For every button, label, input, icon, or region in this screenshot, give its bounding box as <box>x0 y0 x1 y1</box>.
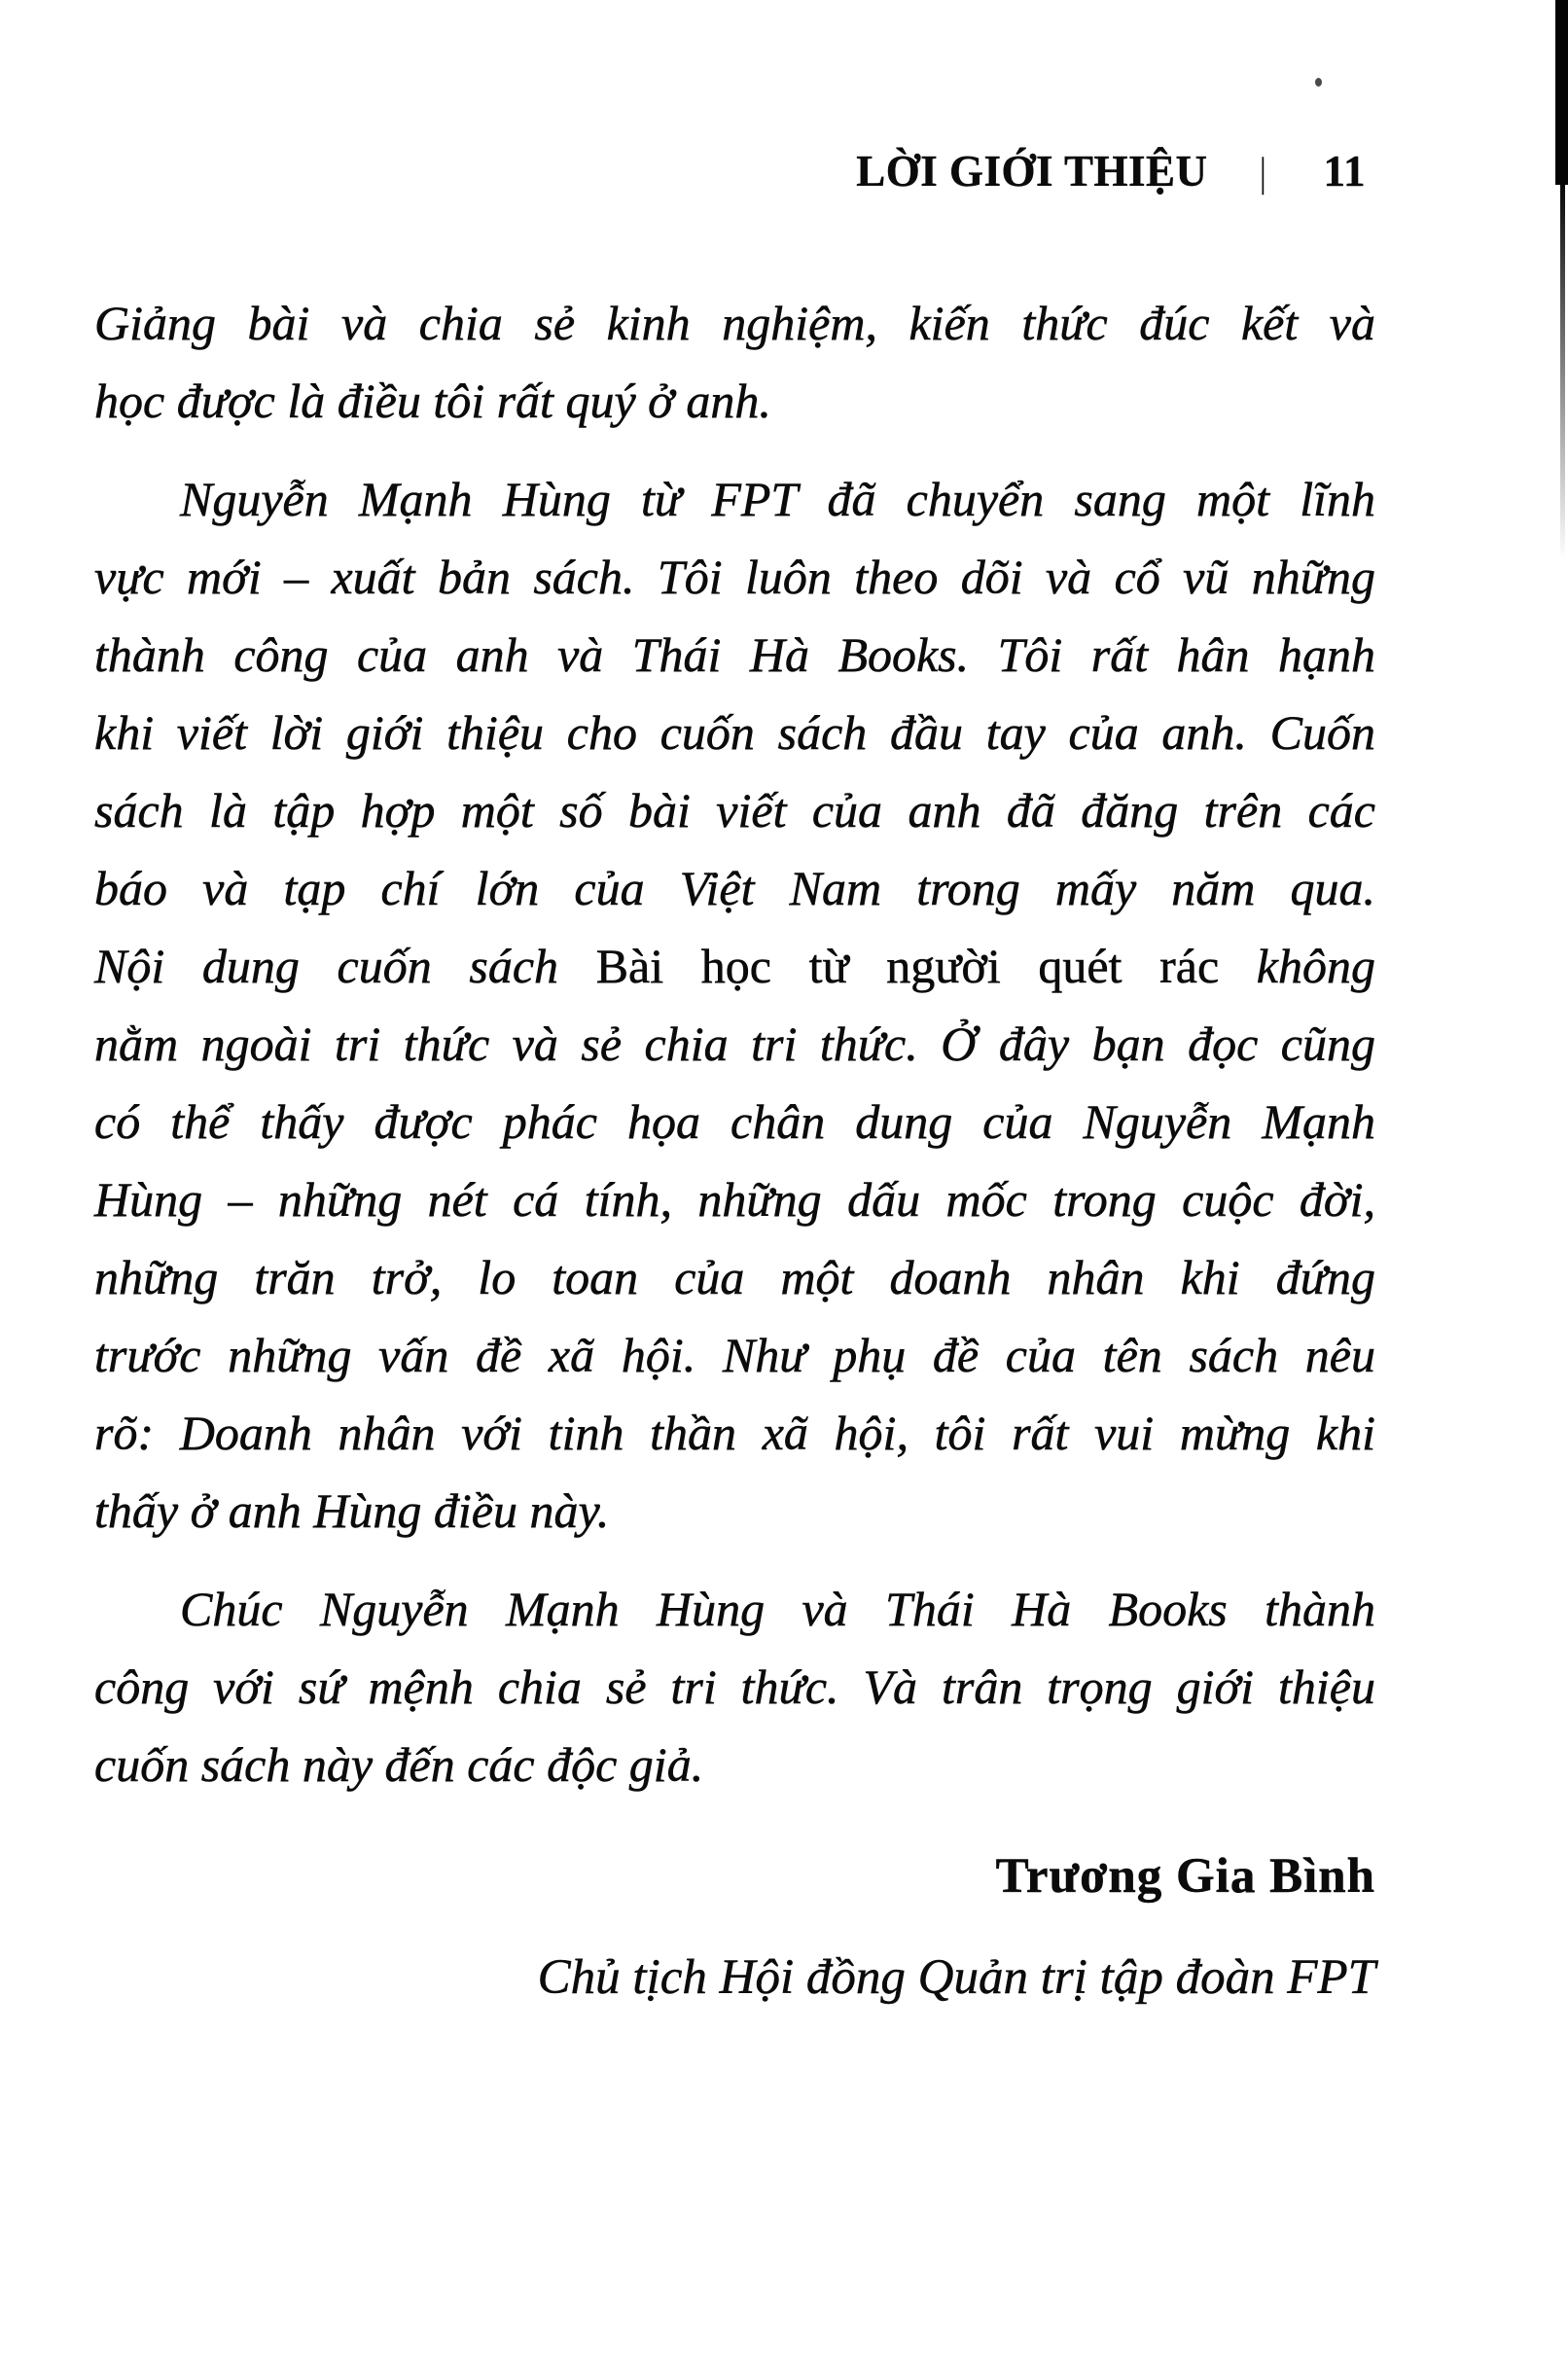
text-segment: công với sứ mệnh chia sẻ tri thức. Và trân trọng giới thiệu <box>94 1659 1375 1714</box>
body-line <box>94 538 1375 616</box>
signature-title: Chủ tịch Hội đồng Quản trị tập đoàn FPT <box>537 1950 1375 2005</box>
text-segment: không <box>1219 939 1375 993</box>
body-line <box>94 284 1375 362</box>
body-line <box>94 1238 1375 1316</box>
scan-edge-bar <box>1555 0 1568 185</box>
text-segment: báo và tạp chí lớn của Việt Nam trong mấy năm qua. <box>94 861 1375 915</box>
page-number: 11 <box>1323 147 1366 196</box>
body-line <box>94 460 1375 538</box>
text-segment: rõ: Doanh nhân với tinh thần xã hội, tôi rất vui mừng khi <box>94 1406 1375 1460</box>
body-line <box>94 1570 1375 1648</box>
text-segment: cuốn sách này đến các độc giả. <box>94 1737 704 1792</box>
text-segment: Nguyễn Mạnh Hùng từ FPT đã chuyển sang một lĩnh <box>180 472 1375 526</box>
body-line <box>94 1726 1375 1803</box>
body-line <box>94 1160 1375 1238</box>
paragraph <box>94 460 1375 1550</box>
text-segment: nằm ngoài tri thức và sẻ chia tri thức. Ở đây bạn đọc cũng <box>94 1016 1375 1071</box>
body-line <box>94 771 1375 849</box>
body-line <box>94 362 1375 440</box>
body-line <box>94 1083 1375 1160</box>
signature-block <box>538 1846 1375 2008</box>
book-title-roman: Bài học từ người quét rác <box>595 939 1220 993</box>
text-segment: thành công của anh và Thái Hà Books. Tôi rất hân hạnh <box>94 627 1375 682</box>
page-header <box>0 146 1366 196</box>
body-line <box>94 1005 1375 1083</box>
body-line <box>94 849 1375 927</box>
header-separator: | <box>1259 151 1266 196</box>
text-segment: khi viết lời giới thiệu cho cuốn sách đầu tay của anh. Cuốn <box>94 705 1375 760</box>
section-title: LỜI GIỚI THIỆU <box>856 147 1208 196</box>
body-text <box>94 284 1375 1803</box>
text-segment: thấy ở anh Hùng điều này. <box>94 1483 610 1538</box>
text-segment: những trăn trở, lo toan của một doanh nhân khi đứng <box>94 1250 1375 1304</box>
text-segment: trước những vấn đề xã hội. Như phụ đề của tên sách nêu <box>94 1328 1375 1382</box>
body-line <box>94 1394 1375 1472</box>
text-segment: Hùng – những nét cá tính, những dấu mốc trong cuộc đời, <box>94 1172 1375 1227</box>
scan-edge-tail <box>1560 180 1565 559</box>
text-segment: Nội dung cuốn sách <box>94 939 596 993</box>
signature-name: Trương Gia Bình <box>995 1849 1375 1904</box>
text-segment: vực mới – xuất bản sách. Tôi luôn theo dõi và cổ vũ những <box>94 550 1375 604</box>
body-line <box>94 694 1375 771</box>
text-segment: học được là điều tôi rất quý ở anh. <box>94 374 771 428</box>
body-line <box>94 1472 1375 1550</box>
body-line <box>94 1648 1375 1726</box>
body-line <box>94 927 1375 1005</box>
paragraph <box>94 1570 1375 1803</box>
scan-speck <box>1315 78 1322 87</box>
paragraph <box>94 284 1375 440</box>
text-segment: Chúc Nguyễn Mạnh Hùng và Thái Hà Books thành <box>180 1582 1375 1636</box>
text-segment: có thể thấy được phác họa chân dung của Nguyễn Mạnh <box>94 1094 1375 1149</box>
body-line <box>94 1316 1375 1394</box>
text-segment: Giảng bài và chia sẻ kinh nghiệm, kiến thức đúc kết và <box>94 296 1375 350</box>
body-line <box>94 616 1375 694</box>
text-segment: sách là tập hợp một số bài viết của anh đã đăng trên các <box>94 783 1375 838</box>
